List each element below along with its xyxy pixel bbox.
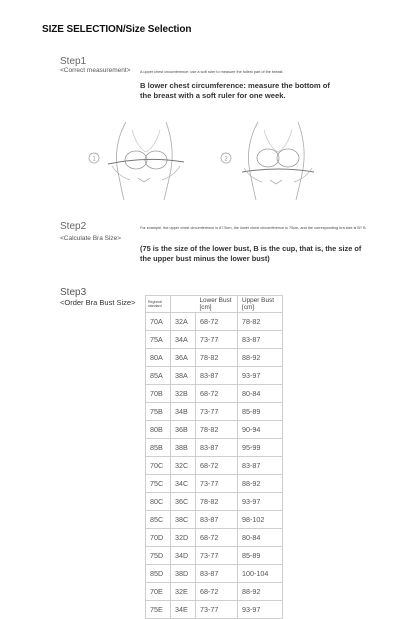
table-cell-size: 36B xyxy=(171,421,196,439)
table-cell-lower-bust: 73-77 xyxy=(196,403,238,421)
table-cell-regional: 70C xyxy=(146,457,171,475)
table-cell-size: 34B xyxy=(171,403,196,421)
table-cell-lower-bust: 73-77 xyxy=(196,475,238,493)
table-header-blank xyxy=(171,296,196,313)
table-cell-lower-bust: 68-72 xyxy=(196,529,238,547)
table-row xyxy=(146,439,283,457)
table-cell-upper-bust: 83-87 xyxy=(238,331,283,349)
table-cell-lower-bust: 83-87 xyxy=(196,367,238,385)
table-cell-upper-bust: 88-92 xyxy=(238,349,283,367)
step2-example-note: For example, the upper chest circumference is 87.5cm, the lower chest circumference is 75cm, and the corresponding bra size is B? B xyxy=(140,226,366,230)
table-cell-lower-bust: 78-82 xyxy=(196,493,238,511)
table-cell-size: 36A xyxy=(171,349,196,367)
table-cell-size: 32E xyxy=(171,583,196,601)
table-cell-regional: 70E xyxy=(146,583,171,601)
table-cell-upper-bust: 83-87 xyxy=(238,457,283,475)
table-cell-regional: 75C xyxy=(146,475,171,493)
table-cell-lower-bust: 68-72 xyxy=(196,583,238,601)
table-header-lower-bust: Lower Bust [cm] xyxy=(196,296,238,313)
step1-upper-chest-note: A upper chest circumference: use a soft ruler to measure the fullest part of the breast. xyxy=(140,70,284,74)
step3-subheading: <Order Bra Bust Size> xyxy=(60,298,136,307)
table-row xyxy=(146,601,283,619)
table-cell-upper-bust: 93-97 xyxy=(238,601,283,619)
table-cell-size: 34E xyxy=(171,601,196,619)
table-cell-size: 34D xyxy=(171,547,196,565)
table-cell-lower-bust: 68-72 xyxy=(196,313,238,331)
table-cell-regional: 80B xyxy=(146,421,171,439)
table-cell-regional: 70B xyxy=(146,385,171,403)
measure-upper-chest-illustration xyxy=(88,116,188,200)
table-cell-upper-bust: 88-92 xyxy=(238,475,283,493)
step2-explanation: (75 is the size of the lower bust, B is the cup, that is, the size of the upper bust minus the lower bust) xyxy=(140,244,362,263)
table-cell-upper-bust: 80-84 xyxy=(238,385,283,403)
step2-heading: Step2 xyxy=(60,221,87,232)
table-row xyxy=(146,421,283,439)
page-title: SIZE SELECTION/Size Selection xyxy=(42,24,192,35)
step2-subheading: <Calculate Bra Size> xyxy=(60,235,122,242)
table-row xyxy=(146,583,283,601)
table-cell-size: 32C xyxy=(171,457,196,475)
table-row xyxy=(146,529,283,547)
table-cell-upper-bust: 85-89 xyxy=(238,403,283,421)
table-cell-size: 38B xyxy=(171,439,196,457)
step1-heading: Step1 xyxy=(60,56,87,67)
table-header-upper-bust: Upper Bust [cm] xyxy=(238,296,283,313)
bra-size-table xyxy=(145,295,283,619)
table-cell-upper-bust: 93-97 xyxy=(238,367,283,385)
table-cell-regional: 85D xyxy=(146,565,171,583)
table-cell-size: 32A xyxy=(171,313,196,331)
table-row xyxy=(146,547,283,565)
table-cell-size: 38C xyxy=(171,511,196,529)
table-cell-lower-bust: 73-77 xyxy=(196,331,238,349)
table-cell-size: 34A xyxy=(171,331,196,349)
table-row xyxy=(146,565,283,583)
table-cell-regional: 75D xyxy=(146,547,171,565)
step1-lower-chest-note: B lower chest circumference: measure the bottom of the breast with a soft ruler for one week. xyxy=(140,81,330,100)
table-cell-upper-bust: 98-102 xyxy=(238,511,283,529)
fig1-number: 1 xyxy=(92,156,96,163)
table-cell-size: 34C xyxy=(171,475,196,493)
table-row xyxy=(146,331,283,349)
table-row xyxy=(146,511,283,529)
table-cell-size: 38D xyxy=(171,565,196,583)
table-cell-upper-bust: 93-97 xyxy=(238,493,283,511)
step3-heading: Step3 xyxy=(60,287,87,298)
table-cell-lower-bust: 73-77 xyxy=(196,601,238,619)
table-row xyxy=(146,493,283,511)
table-cell-regional: 75B xyxy=(146,403,171,421)
measure-lower-chest-illustration xyxy=(220,116,320,200)
table-cell-upper-bust: 88-92 xyxy=(238,583,283,601)
table-row xyxy=(146,475,283,493)
table-cell-upper-bust: 80-84 xyxy=(238,529,283,547)
fig2-number: 2 xyxy=(224,156,228,163)
table-cell-lower-bust: 83-87 xyxy=(196,565,238,583)
table-cell-size: 32D xyxy=(171,529,196,547)
table-row xyxy=(146,457,283,475)
table-cell-regional: 70A xyxy=(146,313,171,331)
table-cell-lower-bust: 78-82 xyxy=(196,349,238,367)
table-cell-regional: 85C xyxy=(146,511,171,529)
table-cell-size: 32B xyxy=(171,385,196,403)
table-cell-regional: 75A xyxy=(146,331,171,349)
table-cell-lower-bust: 83-87 xyxy=(196,439,238,457)
table-cell-upper-bust: 85-89 xyxy=(238,547,283,565)
table-cell-upper-bust: 100-104 xyxy=(238,565,283,583)
table-cell-lower-bust: 68-72 xyxy=(196,385,238,403)
table-cell-upper-bust: 78-82 xyxy=(238,313,283,331)
table-cell-size: 38A xyxy=(171,367,196,385)
table-row xyxy=(146,385,283,403)
table-cell-lower-bust: 83-87 xyxy=(196,511,238,529)
step1-subheading: <Correct measurement> xyxy=(60,67,131,74)
table-cell-lower-bust: 78-82 xyxy=(196,421,238,439)
table-row xyxy=(146,367,283,385)
table-cell-regional: 85A xyxy=(146,367,171,385)
table-cell-regional: 70D xyxy=(146,529,171,547)
table-cell-lower-bust: 73-77 xyxy=(196,547,238,565)
table-cell-lower-bust: 68-72 xyxy=(196,457,238,475)
table-cell-regional: 80C xyxy=(146,493,171,511)
table-row xyxy=(146,403,283,421)
table-cell-regional: 85B xyxy=(146,439,171,457)
table-row xyxy=(146,349,283,367)
table-row xyxy=(146,313,283,331)
table-header-row xyxy=(146,296,283,313)
table-cell-size: 36C xyxy=(171,493,196,511)
table-cell-upper-bust: 90-94 xyxy=(238,421,283,439)
table-header-regional: Regional standard xyxy=(146,296,171,313)
table-cell-regional: 80A xyxy=(146,349,171,367)
table-cell-upper-bust: 95-99 xyxy=(238,439,283,457)
table-cell-regional: 75E xyxy=(146,601,171,619)
